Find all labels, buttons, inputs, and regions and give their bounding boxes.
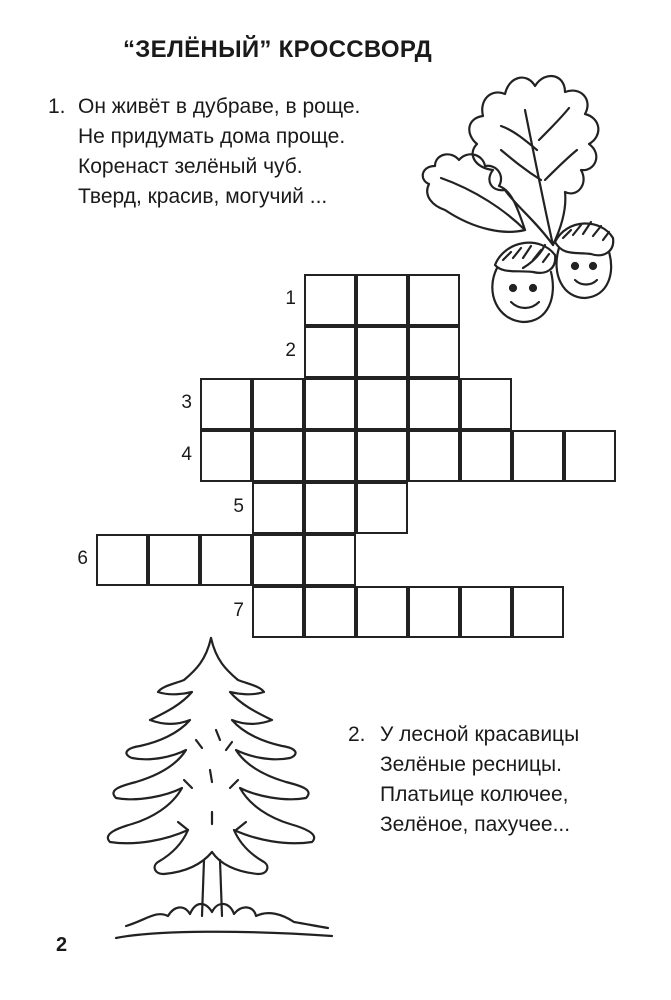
riddle-1-line-2: Не придумать дома проще. (78, 125, 346, 148)
crossword-row-number: 2 (285, 340, 296, 361)
crossword-row-number: 4 (181, 444, 192, 465)
riddle-1 (48, 92, 360, 212)
crossword-cell[interactable] (304, 482, 356, 534)
crossword-cell[interactable] (200, 378, 252, 430)
riddle-1-line-3: Коренаст зелёный чуб. (78, 155, 303, 178)
crossword-cell[interactable] (356, 430, 408, 482)
crossword-cell[interactable] (304, 274, 356, 326)
riddle-2-line-2: Зелёные ресницы. (380, 753, 562, 776)
riddle-2-line-4: Зелёное, пахучее... (380, 813, 571, 836)
crossword-cell[interactable] (460, 378, 512, 430)
page-number: 2 (56, 934, 68, 956)
crossword-cell[interactable] (356, 378, 408, 430)
crossword-cell[interactable] (408, 274, 460, 326)
crossword-cell[interactable] (252, 482, 304, 534)
crossword-cell[interactable] (96, 534, 148, 586)
riddle-1-number: 1. (48, 95, 66, 118)
oak-leaf-icon (469, 76, 598, 245)
crossword-cell[interactable] (304, 534, 356, 586)
riddle-2 (348, 720, 579, 840)
crossword-cell[interactable] (408, 586, 460, 638)
crossword-row-number: 7 (233, 600, 244, 621)
riddle-2-line-3: Платьице колючее, (380, 783, 569, 806)
fir-tree-illustration (96, 630, 336, 950)
crossword-cell[interactable] (408, 326, 460, 378)
crossword-cell[interactable] (512, 586, 564, 638)
riddle-1-line-4: Тверд, красив, могучий ... (78, 185, 328, 208)
crossword-cell[interactable] (356, 482, 408, 534)
crossword-cell[interactable] (304, 326, 356, 378)
crossword-cell[interactable] (564, 430, 616, 482)
crossword-cell[interactable] (304, 430, 356, 482)
riddle-1-line-1: Он живёт в дубраве, в роще. (78, 95, 361, 118)
crossword-cell[interactable] (148, 534, 200, 586)
crossword-cell[interactable] (408, 430, 460, 482)
crossword-row-number: 6 (77, 548, 88, 569)
riddle-2-line-1: У лесной красавицы (380, 723, 580, 746)
crossword-cell[interactable] (408, 378, 460, 430)
crossword-row-number: 5 (233, 496, 244, 517)
crossword-cell[interactable] (304, 378, 356, 430)
crossword-cell[interactable] (200, 534, 252, 586)
crossword-cell[interactable] (252, 378, 304, 430)
fir-tree-icon (108, 638, 212, 874)
crossword-cell[interactable] (356, 326, 408, 378)
crossword-cell[interactable] (460, 586, 512, 638)
page-title: “ЗЕЛЁНЫЙ” КРОССВОРД (123, 36, 433, 63)
crossword-row-number: 3 (181, 392, 192, 413)
crossword-cell[interactable] (356, 274, 408, 326)
crossword-cell[interactable] (252, 534, 304, 586)
crossword-cell[interactable] (512, 430, 564, 482)
crossword-cell[interactable] (252, 430, 304, 482)
crossword-cell[interactable] (460, 430, 512, 482)
crossword-cell[interactable] (200, 430, 252, 482)
riddle-2-number: 2. (348, 723, 366, 746)
crossword-cell[interactable] (356, 586, 408, 638)
crossword-row-number: 1 (285, 288, 296, 309)
